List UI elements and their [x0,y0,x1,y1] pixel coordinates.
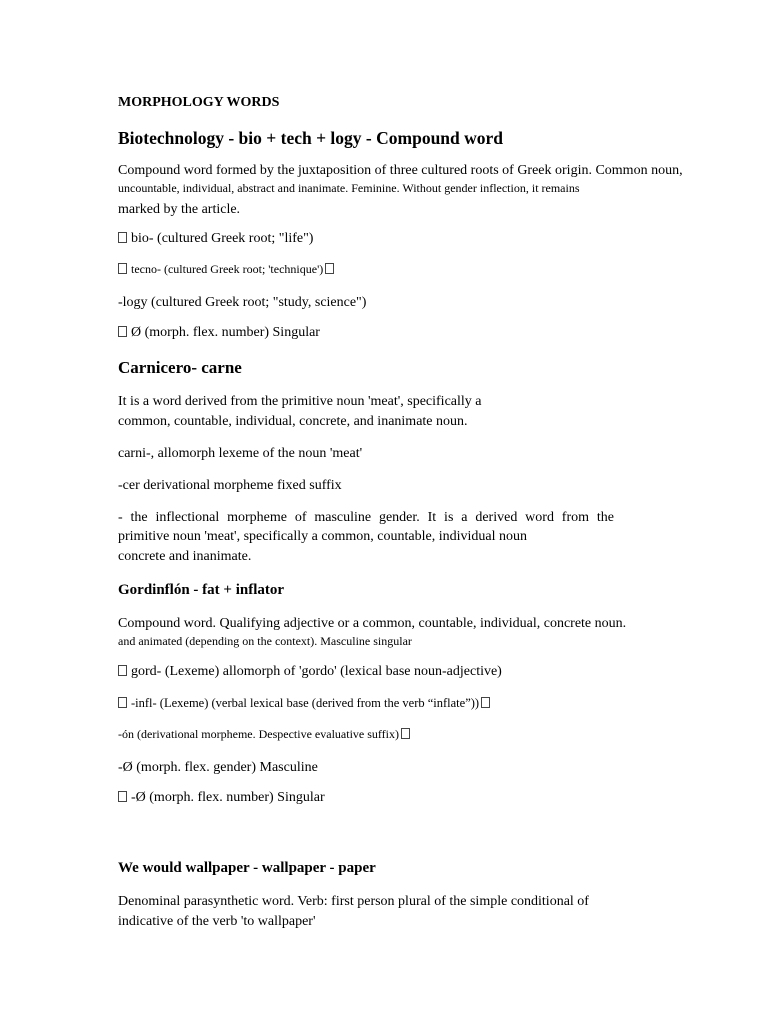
morpheme-item: -Ø (morph. flex. gender) Masculine [118,760,318,775]
missing-glyph-box [118,665,127,676]
description-line: indicative of the verb 'to wallpaper' [118,914,316,929]
description-line: Compound word. Qualifying adjective or a common, countable, individual, concrete noun. [118,616,627,631]
morpheme-item: Ø (morph. flex. number) Singular [118,325,320,341]
morpheme-item: -infl- (Lexeme) (verbal lexical base (derived from the verb “inflate”)) [118,696,490,710]
missing-glyph-box [118,697,127,708]
morpheme-item: gord- (Lexeme) allomorph of 'gordo' (lexical base noun-adjective) [118,664,502,680]
morpheme-item: concrete and inanimate. [118,549,252,564]
morpheme-item: carni-, allomorph lexeme of the noun 'meat' [118,446,363,461]
description-line: marked by the article. [118,202,241,217]
morpheme-item: primitive noun 'meat', specifically a common, countable, individual noun [118,529,528,544]
section-heading-carnicero: Carnicero- carne [118,358,242,377]
missing-glyph-box [401,728,410,739]
description-line: uncountable, individual, abstract and inanimate. Feminine. Without gender inflection, it remains [118,181,580,195]
description-line: common, countable, individual, concrete, and inanimate noun. [118,414,468,429]
description-line: and animated (depending on the context). Masculine singular [118,634,412,648]
description-line: Denominal parasynthetic word. Verb: first person plural of the simple conditional of [118,894,589,909]
section-heading-biotechnology: Biotechnology - bio + tech + logy - Compound word [118,128,504,148]
document-title: MORPHOLOGY WORDS [118,95,280,110]
morpheme-item: -logy (cultured Greek root; "study, science") [118,295,367,310]
description-line: Compound word formed by the juxtaposition of three cultured roots of Greek origin. Common noun, [118,163,683,178]
morpheme-item: -Ø (morph. flex. number) Singular [118,790,325,806]
missing-glyph-box [118,326,127,337]
morpheme-item: -ón (derivational morpheme. Despective evaluative suffix) [118,728,410,742]
morpheme-item: -cer derivational morpheme fixed suffix [118,478,342,493]
morpheme-item: - the inflectional morpheme of masculine gender. It is a derived word from the [118,510,614,525]
missing-glyph-box [481,697,490,708]
section-heading-gordinflon: Gordinflón - fat + inflator [118,582,285,598]
missing-glyph-box [118,232,127,243]
missing-glyph-box [118,263,127,274]
description-line: It is a word derived from the primitive noun 'meat', specifically a [118,394,482,409]
section-heading-wallpaper: We would wallpaper - wallpaper - paper [118,860,376,876]
morpheme-item: bio- (cultured Greek root; "life") [118,231,313,247]
morpheme-item: tecno- (cultured Greek root; 'technique') [118,263,334,277]
missing-glyph-box [118,791,127,802]
missing-glyph-box [325,263,334,274]
